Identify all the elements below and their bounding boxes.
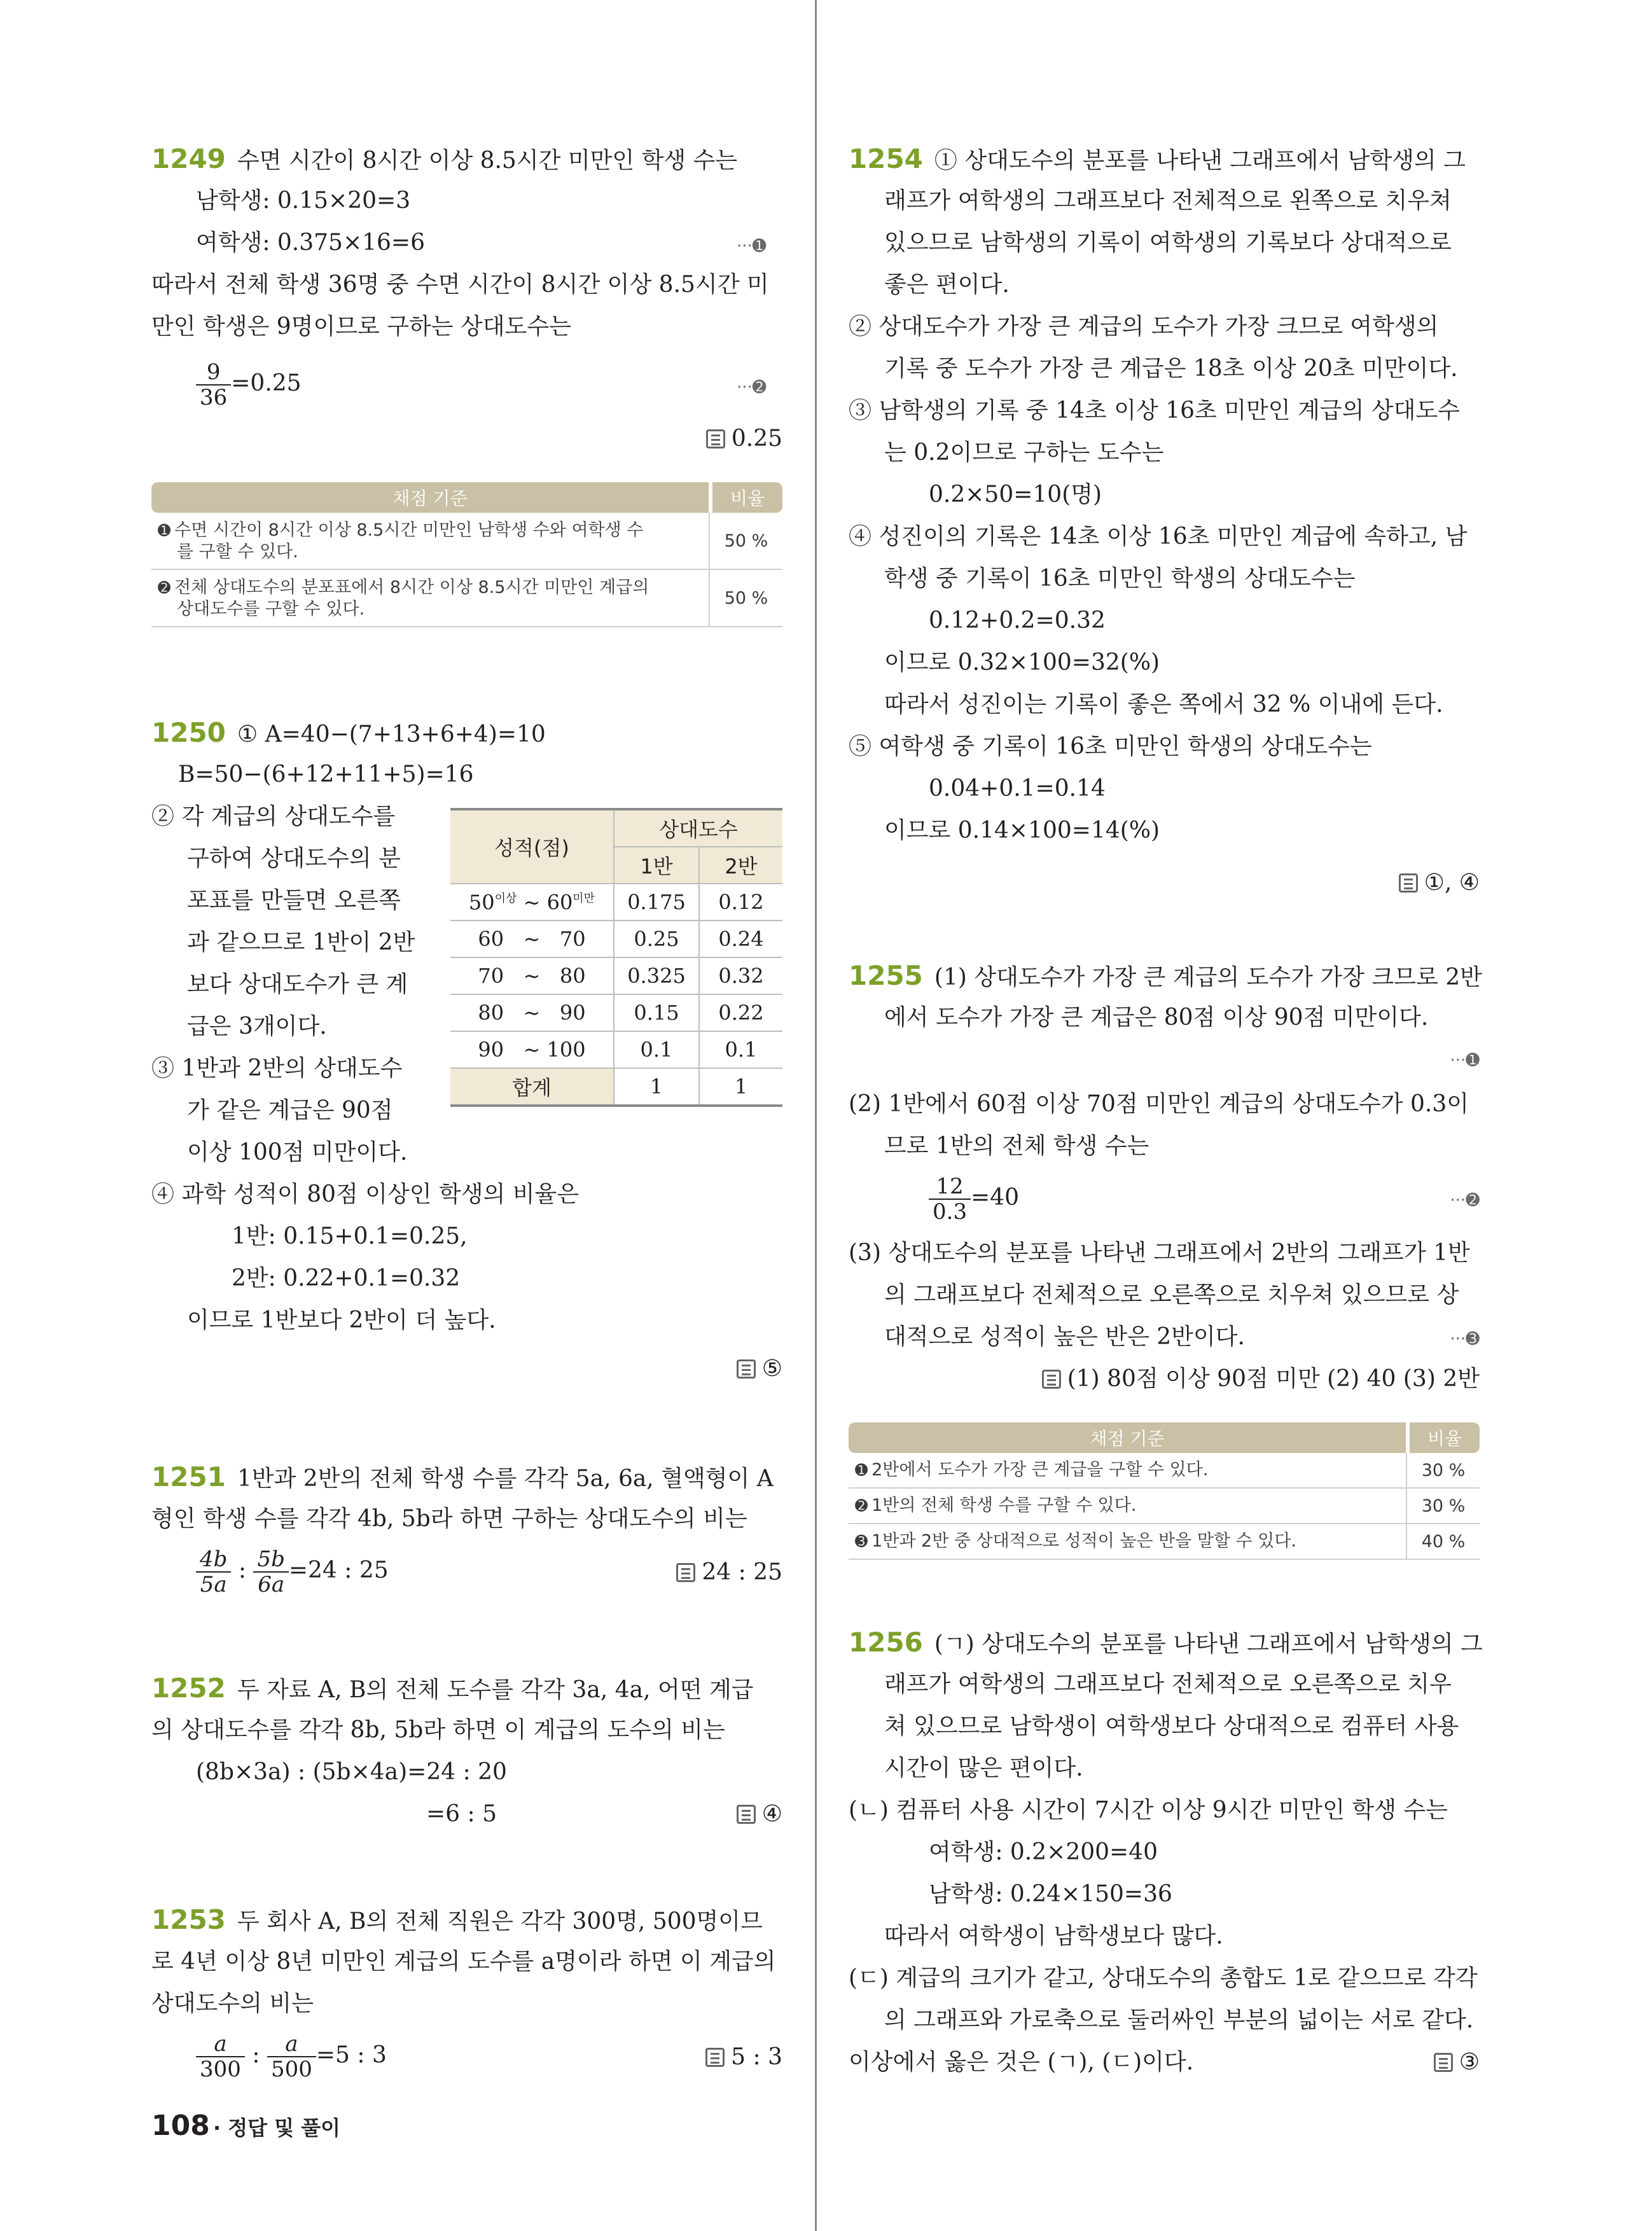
table-row: 80 ~ 90 0.15 0.22: [450, 994, 782, 1031]
problem-number: 1249: [151, 143, 226, 174]
answer-1255: (1) 80점 이상 90점 미만 (2) 40 (3) 2반: [1042, 1365, 1480, 1393]
problem-1256-line: 여학생: 0.2×200=40: [929, 1839, 1158, 1865]
problem-1253-fraction: $\frac{a}{300}$ : $\frac{a}{500}$ =5 : 3: [196, 2032, 387, 2082]
problem-1249-fraction: $\frac{9}{36}$ =0.25: [196, 360, 302, 410]
table-row: $50^{이상}$ ~ $60^{미만}$ 0.175 0.12: [450, 884, 782, 921]
problem-1254-line: ② 상대도수가 가장 큰 계급의 도수가 가장 크므로 여학생의: [849, 314, 1439, 340]
problem-1254-line: 기록 중 도수가 가장 큰 계급은 18초 이상 20초 미만이다.: [884, 356, 1458, 382]
answer-1253: 5 : 3: [705, 2043, 782, 2071]
relative-frequency-table: 성적(점) 상대도수 1반 2반 $50^{이상}$ ~ $60^{미만}$ 0.175 0.12 60 ~ 70 0.25 0.24 70 ~ 80 0.325 0.32 80 ~ 90 0.15 0.22 90 ~ 100 0.1 0.1 합계 1 1: [450, 808, 782, 1107]
problem-1249-line-1: 1249 수면 시간이 8시간 이상 8.5시간 미만인 학생 수는: [151, 143, 738, 174]
page-number: 108: [151, 2109, 210, 2142]
problem-1256-line: 래프가 여학생의 그래프보다 전체적으로 오른쪽으로 치우: [884, 1671, 1452, 1697]
problem-1254-line: 0.12+0.2=0.32: [929, 608, 1106, 634]
problem-1254-line: 0.04+0.1=0.14: [929, 775, 1106, 802]
answer-1252: ④: [737, 1800, 782, 1828]
problem-1251-line-2: 형인 학생 수를 각각 4b, 5b라 하면 구하는 상대도수의 비는: [151, 1506, 747, 1532]
problem-1256-line: 남학생: 0.24×150=36: [929, 1881, 1172, 1907]
solution-step-2: 급은 3개이다.: [187, 1013, 327, 1039]
problem-number: 1251: [151, 1461, 226, 1492]
problem-number: 1255: [849, 960, 923, 991]
table-row: 90 ~ 100 0.1 0.1: [450, 1031, 782, 1068]
problem-1256-line: (ㄴ) 컴퓨터 사용 시간이 7시간 이상 9시간 미만인 학생 수는: [849, 1797, 1448, 1823]
solution-step-4: ④ 과학 성적이 80점 이상인 학생의 비율은: [151, 1181, 580, 1207]
criteria-row: ➋ 1반의 전체 학생 수를 구할 수 있다. 30 %: [849, 1489, 1480, 1524]
criteria-row: ➊ 2반에서 도수가 가장 큰 계급을 구할 수 있다. 30 %: [849, 1453, 1480, 1489]
solution-step-4: 2반: 0.22+0.1=0.32: [232, 1265, 461, 1291]
table-row: 60 ~ 70 0.25 0.24: [450, 921, 782, 957]
problem-1253-line-2: 로 4년 이상 8년 미만인 계급의 도수를 a명이라 하면 이 계급의: [151, 1949, 776, 1975]
problem-1255-line: (2) 1반에서 60점 이상 70점 미만인 계급의 상대도수가 0.3이: [849, 1091, 1469, 1117]
solution-step-2: 보다 상대도수가 큰 계: [187, 971, 408, 997]
problem-1254-line: 이므로 0.14×100=14(%): [884, 817, 1160, 844]
problem-1256-line: 1256 (ㄱ) 상대도수의 분포를 나타낸 그래프에서 남학생의 그: [849, 1627, 1483, 1658]
problem-1254-line: 1254 ① 상대도수의 분포를 나타낸 그래프에서 남학생의 그: [849, 143, 1466, 174]
problem-1252-line-1: 1252 두 자료 A, B의 전체 도수를 각각 3a, 4a, 어떤 계급: [151, 1672, 754, 1704]
solution-step-3: ③ 1반과 2반의 상대도수: [151, 1055, 403, 1081]
answer-icon: [737, 1805, 756, 1824]
problem-1255-line-1: 1255 (1) 상대도수가 가장 큰 계급의 도수가 가장 크므로 2반: [849, 960, 1482, 991]
problem-1254-line: 학생 중 기록이 16초 미만인 학생의 상대도수는: [884, 566, 1356, 592]
problem-1253-line-3: 상대도수의 비는: [151, 1991, 314, 2017]
problem-1251-fraction: $\frac{4b}{5a}$ : $\frac{5b}{6a}$ =24 : 25: [196, 1547, 389, 1597]
criteria-marker-1: ···➊: [737, 237, 767, 256]
problem-number: 1256: [849, 1627, 923, 1658]
problem-1250-line-2: B=50−(6+12+11+5)=16: [178, 761, 474, 788]
page-footer: 108 · 정답 및 풀이: [151, 2109, 341, 2142]
problem-1249-line-2: 남학생: 0.15×20=3: [196, 188, 411, 214]
problem-1254-line: ③ 남학생의 기록 중 14초 이상 16초 미만인 계급의 상대도수: [849, 398, 1460, 424]
grading-criteria-1255: 채점 기준 비율 ➊ 2반에서 도수가 가장 큰 계급을 구할 수 있다. 30 % ➋ 1반의 전체 학생 수를 구할 수 있다. 30 % ➌ 1반과 2반 중 상대적으로 성적이 높은 반을 말할 수 있다. 40 %: [849, 1422, 1480, 1560]
page-label: 정답 및 풀이: [228, 2116, 341, 2140]
problem-1256-line: (ㄷ) 계급의 크기가 같고, 상대도수의 총합도 1로 같으므로 각각: [849, 1965, 1478, 1991]
criteria-marker-3: ···➌: [1450, 1330, 1480, 1349]
solution-step-2: 구하여 상대도수의 분: [187, 845, 401, 872]
problem-1254-line: 0.2×50=10(명): [929, 482, 1102, 508]
problem-1254-line: 따라서 성진이는 기록이 좋은 쪽에서 32 % 이내에 든다.: [884, 692, 1443, 718]
answer-1251: 24 : 25: [676, 1559, 782, 1587]
problem-1256-line: 따라서 여학생이 남학생보다 많다.: [884, 1923, 1223, 1949]
solution-step-2: 과 같으므로 1반이 2반: [187, 929, 415, 956]
column-divider: [815, 0, 817, 2231]
answer-icon: [1399, 873, 1418, 893]
solution-step-2: 포표를 만들면 오른쪽: [187, 887, 401, 914]
answer-icon: [1434, 2053, 1453, 2072]
problem-number: 1252: [151, 1672, 226, 1704]
problem-1249-line-5: 만인 학생은 9명이므로 구하는 상대도수는: [151, 314, 571, 340]
problem-1251-line-1: 1251 1반과 2반의 전체 학생 수를 각각 5a, 6a, 혈액형이 A: [151, 1461, 774, 1492]
answer-icon: [705, 2048, 725, 2067]
problem-1255-line: 에서 도수가 가장 큰 계급은 80점 이상 90점 미만이다.: [884, 1004, 1429, 1031]
problem-1255-line: (3) 상대도수의 분포를 나타낸 그래프에서 2반의 그래프가 1반: [849, 1240, 1470, 1266]
problem-1253-line-1: 1253 두 회사 A, B의 전체 직원은 각각 300명, 500명이므: [151, 1904, 763, 1935]
problem-1250-line-1: 1250 ① A=40−(7+13+6+4)=10: [151, 717, 546, 748]
problem-1255-line: 의 그래프보다 전체적으로 오른쪽으로 치우쳐 있으므로 상: [884, 1282, 1459, 1308]
answer-icon: [737, 1359, 756, 1379]
problem-1252-line-3: (8b×3a) : (5b×4a)=24 : 20: [196, 1759, 507, 1785]
problem-1256-line: 쳐 있으므로 남학생이 여학생보다 상대적으로 컴퓨터 사용: [884, 1713, 1459, 1739]
criteria-row: ➊ 수면 시간이 8시간 이상 8.5시간 미만인 남학생 수와 여학생 수 를 구할 수 있다. 50 %: [151, 513, 782, 570]
solution-step-3: 이상 100점 미만이다.: [187, 1139, 408, 1165]
problem-1255-line: 대적으로 성적이 높은 반은 2반이다.: [884, 1324, 1245, 1350]
problem-1249-line-3: 여학생: 0.375×16=6: [196, 230, 426, 256]
problem-1256-line: 시간이 많은 편이다.: [884, 1755, 1083, 1781]
problem-1254-line: 좋은 편이다.: [884, 272, 1010, 298]
problem-number: 1253: [151, 1904, 226, 1935]
problem-1254-line: 있으므로 남학생의 기록이 여학생의 기록보다 상대적으로: [884, 230, 1452, 256]
problem-1256-line: 의 그래프와 가로축으로 둘러싸인 부분의 넓이는 서로 같다.: [884, 2007, 1474, 2033]
problem-1254-line: 이므로 0.32×100=32(%): [884, 650, 1160, 676]
answer-icon: [1042, 1370, 1061, 1389]
criteria-marker-2: ···➋: [737, 378, 767, 397]
problem-1254-line: 는 0.2이므로 구하는 도수는: [884, 440, 1164, 466]
solution-step-2: ② 각 계급의 상대도수를: [151, 803, 396, 830]
problem-1254-line: ⑤ 여학생 중 기록이 16초 미만인 학생의 상대도수는: [849, 733, 1372, 760]
answer-1254: ①, ④: [1399, 869, 1480, 897]
problem-1255-fraction: $\frac{12}{0.3}$ =40: [929, 1174, 1019, 1224]
criteria-marker-1: ···➊: [1450, 1051, 1480, 1070]
problem-number: 1250: [151, 717, 226, 748]
answer-icon: [706, 429, 725, 448]
table-total-row: 합계 1 1: [450, 1068, 782, 1106]
answer-1250: ⑤: [737, 1355, 782, 1383]
problem-1254-line: 래프가 여학생의 그래프보다 전체적으로 왼쪽으로 치우쳐: [884, 188, 1452, 214]
solution-step-4: 이므로 1반보다 2반이 더 높다.: [187, 1307, 496, 1333]
problem-1254-line: ④ 성진이의 기록은 14초 이상 16초 미만인 계급에 속하고, 남: [849, 524, 1468, 550]
problem-number: 1254: [849, 143, 923, 174]
grading-criteria-1249: 채점 기준 비율 ➊ 수면 시간이 8시간 이상 8.5시간 미만인 남학생 수와 여학생 수 를 구할 수 있다. 50 % ➋ 전체 상대도수의 분포표에서 8시간 이상 8.5시간 미만인 계급의 상대도수를 구할 수 있다. 50 %: [151, 482, 782, 627]
problem-1256-line: 이상에서 옳은 것은 (ㄱ), (ㄷ)이다.: [849, 2049, 1194, 2075]
problem-1255-line: 므로 1반의 전체 학생 수는: [884, 1133, 1149, 1159]
solution-step-3: 가 같은 계급은 90점: [187, 1097, 393, 1123]
problem-1252-line-2: 의 상대도수를 각각 8b, 5b라 하면 이 계급의 도수의 비는: [151, 1717, 725, 1743]
answer-1249: 0.25: [706, 425, 782, 453]
criteria-marker-2: ···➋: [1450, 1191, 1480, 1210]
answer-1256: ③: [1434, 2048, 1480, 2076]
table-row: 70 ~ 80 0.325 0.32: [450, 957, 782, 994]
problem-1252-line-4: =6 : 5: [426, 1801, 497, 1827]
solution-step-4: 1반: 0.15+0.1=0.25,: [232, 1223, 468, 1249]
criteria-row: ➋ 전체 상대도수의 분포표에서 8시간 이상 8.5시간 미만인 계급의 상대도수를 구할 수 있다. 50 %: [151, 570, 782, 627]
problem-1249-line-4: 따라서 전체 학생 36명 중 수면 시간이 8시간 이상 8.5시간 미: [151, 272, 769, 298]
criteria-row: ➌ 1반과 2반 중 상대적으로 성적이 높은 반을 말할 수 있다. 40 %: [849, 1524, 1480, 1560]
answer-icon: [676, 1563, 695, 1582]
